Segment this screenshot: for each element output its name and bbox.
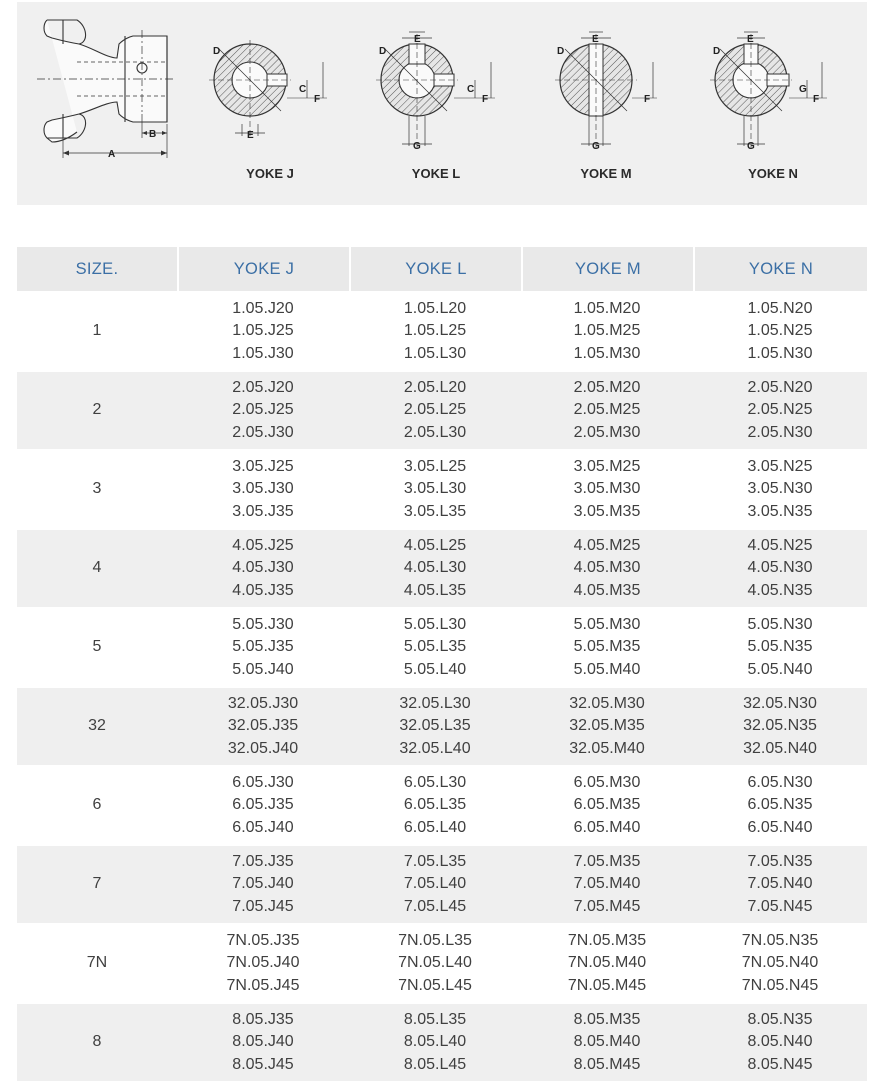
part-code: 4.05.L25 [403,536,467,554]
dimension-letter-d: D [713,46,721,57]
yoke-j-cell [177,767,349,844]
yoke-j-label: YOKE J [246,166,294,181]
header-yoke-j: YOKE J [177,247,349,291]
part-code: 4.05.J35 [232,581,294,599]
part-code: 3.05.J30 [232,480,294,498]
part-code: 3.05.M30 [573,480,641,498]
yoke-n-cell [693,1004,867,1081]
yoke-n-cell [693,688,867,765]
dimension-letter-c: C [467,84,475,95]
dimension-letter-g: G [592,141,600,152]
yoke-n-cell [693,609,867,686]
dimension-letter-e: E [747,34,754,45]
yoke-m-cell [521,372,693,449]
yoke-m-cell [521,1004,693,1081]
part-code: 4.05.J25 [232,536,294,554]
dimension-letter-d: D [557,46,565,57]
yoke-m-cell [521,767,693,844]
part-code: 32.05.L30 [399,694,471,712]
part-code: 1.05.J30 [232,344,294,362]
yoke-n-cell [693,846,867,923]
dimension-letter-b: B [149,129,157,140]
yoke-l-cell [349,846,521,923]
size-cell: 32 [88,717,106,735]
part-code: 5.05.N35 [747,638,813,656]
yoke-n-cell [693,767,867,844]
part-code: 3.05.J25 [232,457,294,475]
part-code: 7N.05.N35 [741,931,819,949]
yoke-m-cell [521,609,693,686]
part-code: 7.05.M45 [573,897,641,915]
part-code: 7N.05.N40 [741,954,819,972]
part-code: 7N.05.J45 [226,976,300,994]
yoke-l-label: YOKE L [411,166,461,181]
part-code: 3.05.M35 [573,502,641,520]
table-row [17,925,867,1002]
part-code: 7.05.N45 [747,897,813,915]
part-code: 6.05.M35 [573,796,641,814]
yoke-m-cell [521,530,693,607]
dimension-letter-f: F [482,94,489,105]
size-cell: 7N [86,954,108,972]
table-row [17,846,867,923]
size-cell: 6 [92,796,102,814]
yoke-l-cell [349,925,521,1002]
part-code: 8.05.L35 [403,1010,467,1028]
yoke-m-cell [521,293,693,370]
dimension-letter-e: E [592,34,599,45]
part-code: 5.05.J30 [232,615,294,633]
size-cell: 3 [92,480,102,498]
yoke-n-cell [693,530,867,607]
part-code: 1.05.L30 [403,344,467,362]
part-code: 32.05.M30 [569,694,645,712]
part-code: 7N.05.J35 [226,931,300,949]
part-code: 2.05.J30 [232,423,294,441]
table-row [17,609,867,686]
part-code: 8.05.J45 [232,1055,294,1073]
dimension-letter-f: F [813,94,820,105]
part-code: 1.05.M30 [573,344,641,362]
part-code: 5.05.M30 [573,615,641,633]
part-code: 5.05.J40 [232,660,294,678]
dimension-letter-e: E [414,34,421,45]
yoke-m-label: YOKE M [580,166,632,181]
dimension-letter-d: D [213,46,221,57]
part-code: 2.05.L30 [403,423,467,441]
yoke-j-cell [177,1004,349,1081]
part-code: 5.05.J35 [232,638,294,656]
part-code: 7N.05.M35 [567,931,647,949]
yoke-l-cell [349,293,521,370]
size-cell: 7 [92,875,102,893]
part-code: 6.05.N40 [747,818,813,836]
part-code: 8.05.L40 [403,1033,467,1051]
part-code: 32.05.L35 [399,717,471,735]
part-code: 6.05.M30 [573,773,641,791]
table-row [17,767,867,844]
table-row [17,293,867,370]
part-code: 2.05.M20 [573,378,641,396]
part-code: 3.05.L25 [403,457,467,475]
table-row [17,530,867,607]
yoke-j-cell [177,688,349,765]
part-code: 3.05.L35 [403,502,467,520]
part-code: 1.05.N30 [747,344,813,362]
part-code: 1.05.J25 [232,322,294,340]
part-code: 1.05.N20 [747,299,813,317]
part-code: 4.05.L35 [403,581,467,599]
part-code: 7N.05.L45 [398,976,472,994]
dimension-letter-e: E [247,130,254,141]
part-code: 2.05.L20 [403,378,467,396]
header-size: SIZE. [75,260,119,278]
yoke-l-cell [349,609,521,686]
dimension-letter-c: C [299,84,307,95]
part-code: 2.05.J20 [232,378,294,396]
part-code: 7N.05.L35 [398,931,472,949]
part-code: 7N.05.J40 [226,954,300,972]
part-code: 2.05.M25 [573,401,641,419]
size-cell: 8 [92,1033,102,1051]
yoke-n-cell [693,925,867,1002]
part-code: 7.05.N40 [747,875,813,893]
dimension-letter-a: A [108,149,116,160]
part-code: 7N.05.N45 [741,976,819,994]
part-code: 32.05.N30 [743,694,817,712]
part-code: 5.05.N40 [747,660,813,678]
part-code: 3.05.N30 [747,480,813,498]
part-code: 4.05.M35 [573,581,641,599]
part-code: 1.05.N25 [747,322,813,340]
yoke-l-cell [349,767,521,844]
part-code: 7.05.L45 [403,897,467,915]
part-code: 8.05.L45 [403,1055,467,1073]
part-code: 1.05.M25 [573,322,641,340]
part-code: 7N.05.M45 [567,976,647,994]
yoke-n-cell [693,372,867,449]
part-code: 2.05.J25 [232,401,294,419]
part-code: 32.05.M40 [569,739,645,757]
size-cell: 4 [92,559,102,577]
part-code: 5.05.L40 [403,660,467,678]
part-code: 6.05.J40 [232,818,294,836]
yoke-l-cell [349,1004,521,1081]
part-code: 4.05.N30 [747,559,813,577]
header-yoke-m: YOKE M [521,247,693,291]
yoke-m-cell [521,451,693,528]
dimension-letter-g: G [799,84,807,95]
part-code: 2.05.M30 [573,423,641,441]
part-code: 1.05.L20 [403,299,467,317]
yoke-size-table [17,247,867,1083]
part-code: 4.05.M25 [573,536,641,554]
part-code: 8.05.N40 [747,1033,813,1051]
part-code: 5.05.L35 [403,638,467,656]
part-code: 8.05.J40 [232,1033,294,1051]
yoke-j-cell [177,925,349,1002]
part-code: 3.05.J35 [232,502,294,520]
part-code: 3.05.M25 [573,457,641,475]
part-code: 6.05.L30 [403,773,467,791]
part-code: 4.05.N35 [747,581,813,599]
yoke-l-cell [349,372,521,449]
part-code: 7.05.M40 [573,875,641,893]
part-code: 7.05.M35 [573,852,641,870]
yoke-drawings-panel [17,2,867,205]
part-code: 6.05.N30 [747,773,813,791]
yoke-j-cell [177,293,349,370]
part-code: 8.05.M35 [573,1010,641,1028]
yoke-n-cell [693,293,867,370]
part-code: 6.05.N35 [747,796,813,814]
part-code: 6.05.J30 [232,773,294,791]
part-code: 2.05.N25 [747,401,813,419]
yoke-j-cell [177,372,349,449]
part-code: 2.05.N30 [747,423,813,441]
part-code: 7.05.L40 [403,875,467,893]
yoke-m-cell [521,925,693,1002]
part-code: 8.05.J35 [232,1010,294,1028]
part-code: 8.05.N35 [747,1010,813,1028]
part-code: 1.05.L25 [403,322,467,340]
part-code: 32.05.L40 [399,739,471,757]
part-code: 6.05.L40 [403,818,467,836]
part-code: 5.05.M35 [573,638,641,656]
part-code: 6.05.J35 [232,796,294,814]
part-code: 7.05.J35 [232,852,294,870]
yoke-n-section [710,32,827,148]
part-code: 7.05.N35 [747,852,813,870]
part-code: 4.05.N25 [747,536,813,554]
part-code: 32.05.N40 [743,739,817,757]
yoke-m-cell [521,688,693,765]
part-code: 7.05.L35 [403,852,467,870]
part-code: 6.05.M40 [573,818,641,836]
part-code: 6.05.L35 [403,796,467,814]
yoke-l-cell [349,688,521,765]
part-code: 4.05.M30 [573,559,641,577]
yoke-m-section [555,32,657,148]
size-cell: 1 [92,322,102,340]
yoke-l-section [376,32,495,148]
part-code: 7.05.J40 [232,875,294,893]
dimension-letter-f: F [314,94,321,105]
part-code: 4.05.J30 [232,559,294,577]
part-code: 2.05.L25 [403,401,467,419]
size-cell: 2 [92,401,102,419]
dimension-letter-d: D [379,46,387,57]
part-code: 7N.05.M40 [567,954,647,972]
table-body [17,293,867,1081]
yoke-j-cell [177,530,349,607]
header-yoke-l: YOKE L [349,247,521,291]
dimension-letter-g: G [413,141,421,152]
table-row [17,372,867,449]
table-row [17,1004,867,1081]
table-header [17,247,867,291]
part-code: 32.05.M35 [569,717,645,735]
yoke-n-cell [693,451,867,528]
yoke-m-cell [521,846,693,923]
part-code: 32.05.J30 [227,694,299,712]
part-code: 32.05.J40 [227,739,299,757]
yoke-j-cell [177,846,349,923]
part-code: 3.05.L30 [403,480,467,498]
table-row [17,451,867,528]
yoke-n-label: YOKE N [748,166,798,181]
part-code: 1.05.J20 [232,299,294,317]
part-code: 5.05.N30 [747,615,813,633]
part-code: 5.05.M40 [573,660,641,678]
part-code: 8.05.M45 [573,1055,641,1073]
yoke-l-cell [349,530,521,607]
yoke-l-cell [349,451,521,528]
part-code: 32.05.N35 [743,717,817,735]
table-row [17,688,867,765]
size-cell: 5 [92,638,102,656]
part-code: 1.05.M20 [573,299,641,317]
yoke-j-cell [177,451,349,528]
header-yoke-n: YOKE N [693,247,867,291]
part-code: 3.05.N25 [747,457,813,475]
part-code: 2.05.N20 [747,378,813,396]
yoke-j-section [209,40,327,136]
part-code: 3.05.N35 [747,502,813,520]
dimension-letter-g: G [747,141,755,152]
part-code: 32.05.J35 [227,717,299,735]
part-code: 7N.05.L40 [398,954,472,972]
part-code: 4.05.L30 [403,559,467,577]
part-code: 7.05.J45 [232,897,294,915]
part-code: 5.05.L30 [403,615,467,633]
yoke-j-cell [177,609,349,686]
dimension-letter-f: F [644,94,651,105]
part-code: 8.05.M40 [573,1033,641,1051]
part-code: 8.05.N45 [747,1055,813,1073]
